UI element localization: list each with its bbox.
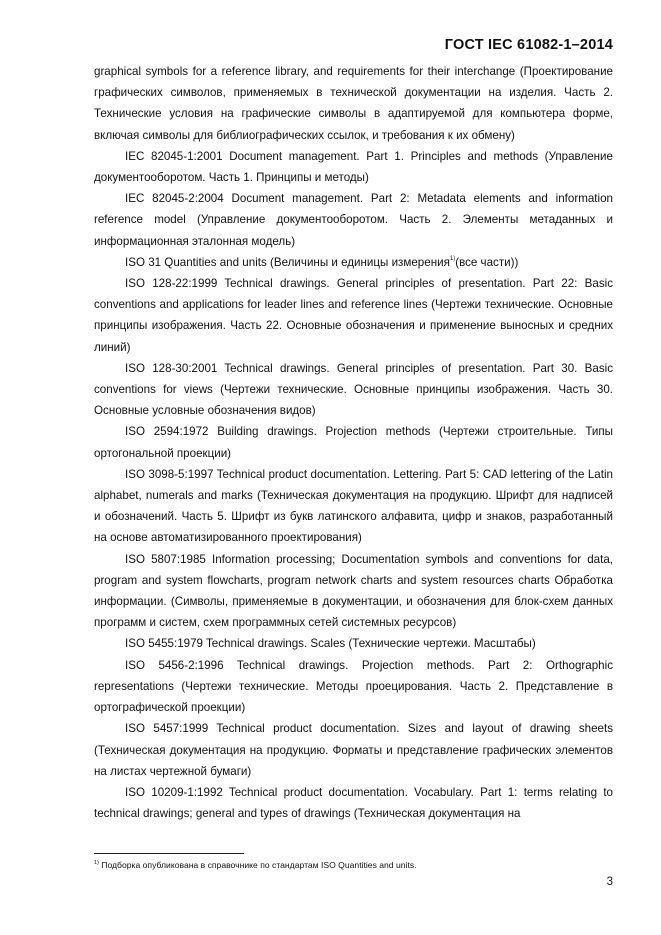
document-header: ГОСТ IEC 61082-1–2014 (444, 37, 613, 53)
footnote-ref: 1) (449, 255, 456, 262)
footnote-text: Подборка опубликована в справочнике по стандартам ISO Quantities and units. (98, 860, 417, 870)
footnote-divider (94, 853, 244, 854)
paragraph: IEC 82045-2:2004 Document management. Part 2: Metadata elements and information reference model (Управление документооборотом. Часть 2. Элементы метаданных и информационная эталонная модель) (94, 192, 613, 248)
paragraph: ISO 5456-2:1996 Technical drawings. Projection methods. Part 2: Orthographic representations (Чертежи технические. Методы проецирования. Часть 2. Представление в ортографической проекции) (94, 658, 613, 715)
paragraph: ISO 128-30:2001 Technical drawings. General principles of presentation. Part 30. Basic conventions for views (Чертежи технические. Основные принципы изображения. Часть 30. Основные условные обозначения видов) (94, 361, 613, 418)
document-body (94, 61, 613, 824)
iso31-text: ISO 31 Quantities and units (Величины и единицы измерения (125, 255, 450, 269)
footnote (94, 860, 417, 871)
paragraph: ISO 10209-1:1992 Technical product documentation. Vocabulary. Part 1: terms relating to technical drawings; general and types of drawings (Техническая документация на (94, 785, 613, 821)
paragraph: ISO 128-22:1999 Technical drawings. General principles of presentation. Part 22: Basic conventions and applications for leader lines and reference lines (Чертежи технические. Основные принципы изображения. Часть 22. Основные обозначения и применение выносных и средних линий) (94, 277, 613, 354)
footnote-marker: 1) (94, 860, 99, 866)
iso31-tail: (все части)) (455, 255, 519, 269)
page-number: 3 (606, 876, 613, 888)
paragraph: ISO 2594:1972 Building drawings. Projection methods (Чертежи строительные. Типы ортогональной проекции) (94, 425, 613, 460)
paragraph: ISO 5457:1999 Technical product documentation. Sizes and layout of drawing sheets (Техническая документация на продукцию. Форматы и представление графических элементов на листах чертежной бумаги) (94, 722, 613, 778)
paragraph: ISO 5455:1979 Technical drawings. Scales (Технические чертежи. Масштабы) (125, 637, 536, 651)
paragraph: ISO 5807:1985 Information processing; Documentation symbols and conventions for data, program and system flowcharts, program network charts and system resources charts Обработка информации. (Символы, применяемые в документации, и обозначения для блок-схем данных программ и систем, схем программных сетей системных ресурсов) (94, 552, 613, 630)
paragraph: ISO 3098-5:1997 Technical product documentation. Lettering. Part 5: CAD lettering of the Latin alphabet, numerals and marks (Техническая документация на продукцию. Шрифт для надписей и обозначений. Часть 5. Шрифт из букв латинского алфавита, цифр и знаков, разработанный на основе автоматизированного проектирования) (94, 467, 613, 545)
paragraph: IEC 82045-1:2001 Document management. Part 1. Principles and methods (Управление документооборотом. Часть 1. Принципы и методы) (94, 149, 613, 185)
paragraph: graphical symbols for a reference library, and requirements for their interchange (Проектирование графических символов, применяемых в технической документации на изделия. Часть 2. Технические условия на графические символы в адаптируемой для компьютера форме, включая символы для библиографических ссылок, и требования к их обмену) (94, 65, 613, 142)
paragraph-iso31 (94, 252, 613, 273)
